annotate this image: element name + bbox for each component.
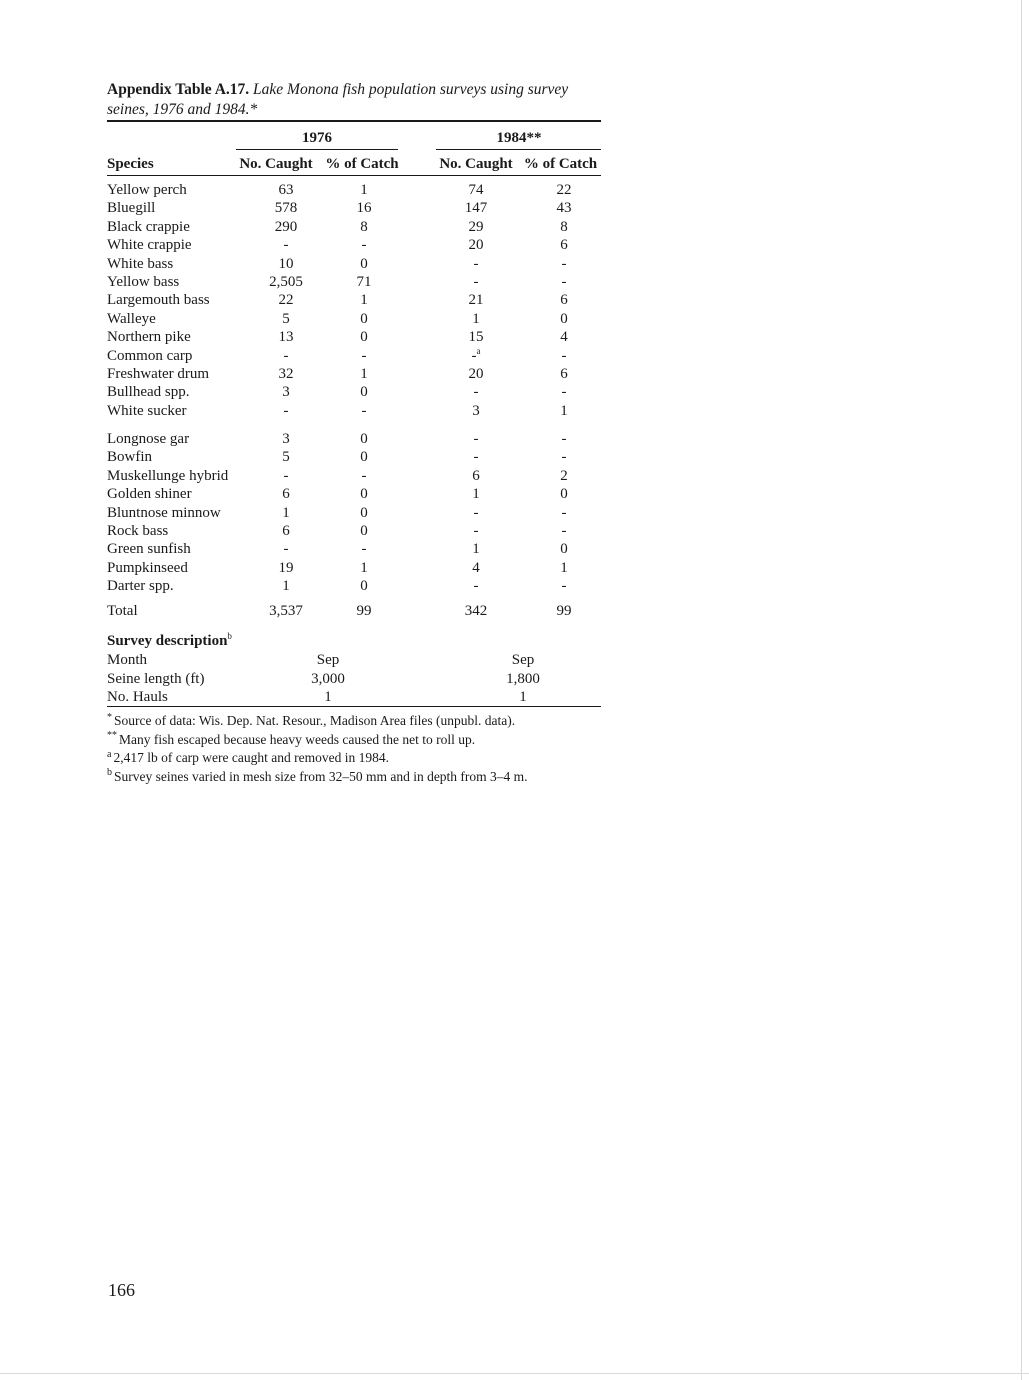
pct-catch-1984: 1 — [560, 403, 568, 419]
footnote-mark: b — [107, 767, 112, 778]
table-caption-line1: Lake Monona fish population surveys using survey — [253, 81, 569, 98]
pct-catch-1976: 0 — [360, 449, 368, 465]
species-name: Walleye — [107, 311, 156, 327]
header-no-caught-1976: No. Caught — [239, 156, 313, 172]
pct-catch-1976: - — [361, 468, 367, 484]
bottom-rule — [107, 706, 601, 707]
pct-catch-1976: 0 — [360, 329, 368, 345]
survey-heading-text: Survey description — [107, 633, 228, 649]
rule-1976 — [236, 149, 398, 150]
footnote-mark: ** — [107, 730, 117, 741]
pct-catch-1984: - — [561, 578, 567, 594]
pct-catch-1976: 0 — [360, 578, 368, 594]
no-caught-1984: 147 — [464, 200, 488, 216]
no-caught-1984: 29 — [468, 219, 484, 235]
footnotes — [107, 712, 607, 786]
footnote-mark: a — [476, 346, 481, 356]
no-caught-1984: - — [473, 505, 479, 521]
no-caught-1984: - — [473, 578, 479, 594]
no-caught-1976: 3 — [282, 384, 290, 400]
pct-catch-1976: 0 — [360, 523, 368, 539]
species-name: Rock bass — [107, 523, 169, 539]
no-caught-1984: 15 — [468, 329, 484, 345]
species-name: Darter spp. — [107, 578, 174, 594]
no-caught-1984: 1 — [472, 541, 480, 557]
pct-catch-1976: 0 — [360, 486, 368, 502]
pct-catch-1976: - — [361, 237, 367, 253]
pct-catch-1976: 71 — [356, 274, 372, 290]
no-caught-1976: - — [283, 403, 289, 419]
total-n76: 3,537 — [269, 603, 303, 619]
species-name: Longnose gar — [107, 431, 190, 447]
pct-catch-1976: - — [361, 348, 367, 364]
no-caught-1976: 22 — [278, 292, 294, 308]
pct-catch-1984: - — [561, 348, 567, 364]
footnote-text: Source of data: Wis. Dep. Nat. Resour., Madison Area files (unpubl. data). — [114, 713, 516, 728]
no-caught-1976: 32 — [278, 366, 294, 382]
survey-label: Month — [107, 652, 148, 668]
no-caught-1976: 19 — [278, 560, 294, 576]
no-caught-1976: 6 — [282, 523, 290, 539]
top-rule — [107, 120, 601, 122]
pct-catch-1976: 0 — [360, 256, 368, 272]
survey-value-1976: Sep — [316, 652, 340, 668]
no-caught-1984: 3 — [472, 403, 480, 419]
survey-heading — [107, 632, 232, 650]
no-caught-1976: - — [283, 468, 289, 484]
no-caught-1976: 1 — [282, 578, 290, 594]
species-name: Golden shiner — [107, 486, 192, 502]
no-caught-1976: 578 — [274, 200, 298, 216]
pct-catch-1976: 0 — [360, 384, 368, 400]
pct-catch-1984: - — [561, 449, 567, 465]
no-caught-1976: 5 — [282, 311, 290, 327]
footnote-line — [107, 712, 607, 731]
pct-catch-1976: 16 — [356, 200, 372, 216]
species-name: Muskellunge hybrid — [107, 468, 229, 484]
header-1976: 1976 — [302, 130, 332, 146]
page-number: 166 — [108, 1280, 135, 1300]
species-name: White bass — [107, 256, 174, 272]
no-caught-1976: 10 — [278, 256, 294, 272]
pct-catch-1976: 1 — [360, 292, 368, 308]
footnote-mark: * — [107, 711, 112, 723]
species-name: Bowfin — [107, 449, 152, 465]
pct-catch-1984: - — [561, 256, 567, 272]
pct-catch-1984: - — [561, 274, 567, 290]
species-name: Pumpkinseed — [107, 560, 188, 576]
pct-catch-1984: 8 — [560, 219, 568, 235]
no-caught-1984: 20 — [468, 237, 484, 253]
species-name: Yellow bass — [107, 274, 180, 290]
no-caught-1976: 2,505 — [269, 274, 303, 290]
pct-catch-1984: 6 — [560, 292, 568, 308]
scan-edge-right — [1021, 0, 1022, 1380]
footnote-text: Many fish escaped because heavy weeds caused the net to roll up. — [119, 731, 476, 747]
pct-catch-1984: 2 — [560, 468, 568, 484]
total-p84: 99 — [556, 603, 572, 619]
no-caught-1984: 20 — [468, 366, 484, 382]
no-caught-1984: 4 — [472, 560, 480, 576]
footnote-text: Survey seines varied in mesh size from 32–50 mm and in depth from 3–4 m. — [114, 768, 528, 784]
pct-catch-1984: 6 — [560, 237, 568, 253]
species-name: White crappie — [107, 237, 192, 253]
survey-heading-sup: b — [227, 631, 232, 641]
pct-catch-1984: - — [561, 505, 567, 521]
pct-catch-1976: 0 — [360, 311, 368, 327]
species-name: Bullhead spp. — [107, 384, 190, 400]
table-title — [107, 80, 602, 120]
no-caught-1984-value: - — [471, 348, 477, 364]
table-label: Appendix Table A.17. — [107, 81, 250, 98]
table-caption-line2: seines, 1976 and 1984.* — [107, 101, 258, 118]
no-caught-1984 — [436, 347, 516, 365]
pct-catch-1984: 0 — [560, 541, 568, 557]
species-name: Bluegill — [107, 200, 156, 216]
no-caught-1984: - — [473, 256, 479, 272]
pct-catch-1984: - — [561, 384, 567, 400]
no-caught-1976: 13 — [278, 329, 294, 345]
species-name: Common carp — [107, 348, 193, 364]
species-name: White sucker — [107, 403, 187, 419]
pct-catch-1976: 1 — [360, 182, 368, 198]
survey-label: No. Hauls — [107, 689, 168, 705]
species-name: Yellow perch — [107, 182, 187, 198]
pct-catch-1976: 1 — [360, 366, 368, 382]
scan-edge-bottom — [0, 1373, 1029, 1374]
no-caught-1984: 74 — [468, 182, 484, 198]
total-n84: 342 — [464, 603, 488, 619]
header-1984: 1984** — [496, 130, 542, 146]
no-caught-1976: 6 — [282, 486, 290, 502]
no-caught-1984: - — [473, 431, 479, 447]
no-caught-1976: 290 — [274, 219, 298, 235]
header-pct-catch-1976: % of Catch — [325, 156, 399, 172]
no-caught-1976: 3 — [282, 431, 290, 447]
no-caught-1984: - — [473, 523, 479, 539]
no-caught-1976: 1 — [282, 505, 290, 521]
survey-value-1984: Sep — [511, 652, 535, 668]
no-caught-1976: - — [283, 348, 289, 364]
no-caught-1984: 1 — [472, 311, 480, 327]
no-caught-1976: - — [283, 541, 289, 557]
species-name: Largemouth bass — [107, 292, 210, 308]
no-caught-1984: 6 — [472, 468, 480, 484]
rule-1984 — [436, 149, 601, 150]
species-name: Black crappie — [107, 219, 190, 235]
pct-catch-1976: 0 — [360, 505, 368, 521]
no-caught-1976: - — [283, 237, 289, 253]
no-caught-1976: 63 — [278, 182, 294, 198]
pct-catch-1984: 0 — [560, 311, 568, 327]
footnote-mark: a — [107, 748, 112, 760]
total-p76: 99 — [356, 603, 372, 619]
footnote-text: 2,417 lb of carp were caught and removed in 1984. — [113, 750, 389, 765]
survey-value-1984: 1,800 — [506, 671, 540, 687]
pct-catch-1984: 22 — [556, 182, 572, 198]
header-rule — [107, 175, 601, 176]
total-label: Total — [107, 603, 138, 619]
species-name: Freshwater drum — [107, 366, 210, 382]
no-caught-1984: - — [473, 274, 479, 290]
pct-catch-1984: - — [561, 523, 567, 539]
pct-catch-1984: 4 — [560, 329, 568, 345]
no-caught-1976: 5 — [282, 449, 290, 465]
pct-catch-1984: 43 — [556, 200, 572, 216]
pct-catch-1984: 0 — [560, 486, 568, 502]
pct-catch-1976: - — [361, 403, 367, 419]
no-caught-1984: 21 — [468, 292, 484, 308]
footnote-line — [107, 749, 607, 768]
no-caught-1984: - — [473, 384, 479, 400]
pct-catch-1976: - — [361, 541, 367, 557]
pct-catch-1984: 1 — [560, 560, 568, 576]
footnote-line — [107, 768, 607, 787]
survey-label: Seine length (ft) — [107, 671, 205, 687]
survey-value-1984: 1 — [519, 689, 527, 705]
pct-catch-1976: 1 — [360, 560, 368, 576]
pct-catch-1976: 0 — [360, 431, 368, 447]
footnote-line — [107, 731, 607, 750]
no-caught-1984: 1 — [472, 486, 480, 502]
species-name: Green sunfish — [107, 541, 191, 557]
survey-value-1976: 3,000 — [311, 671, 345, 687]
header-pct-catch-1984: % of Catch — [523, 156, 598, 172]
no-caught-1984: - — [473, 449, 479, 465]
species-name: Northern pike — [107, 329, 191, 345]
pct-catch-1984: - — [561, 431, 567, 447]
header-species: Species — [107, 156, 154, 172]
pct-catch-1976: 8 — [360, 219, 368, 235]
species-name: Bluntnose minnow — [107, 505, 221, 521]
pct-catch-1984: 6 — [560, 366, 568, 382]
header-no-caught-1984: No. Caught — [439, 156, 513, 172]
survey-value-1976: 1 — [324, 689, 332, 705]
